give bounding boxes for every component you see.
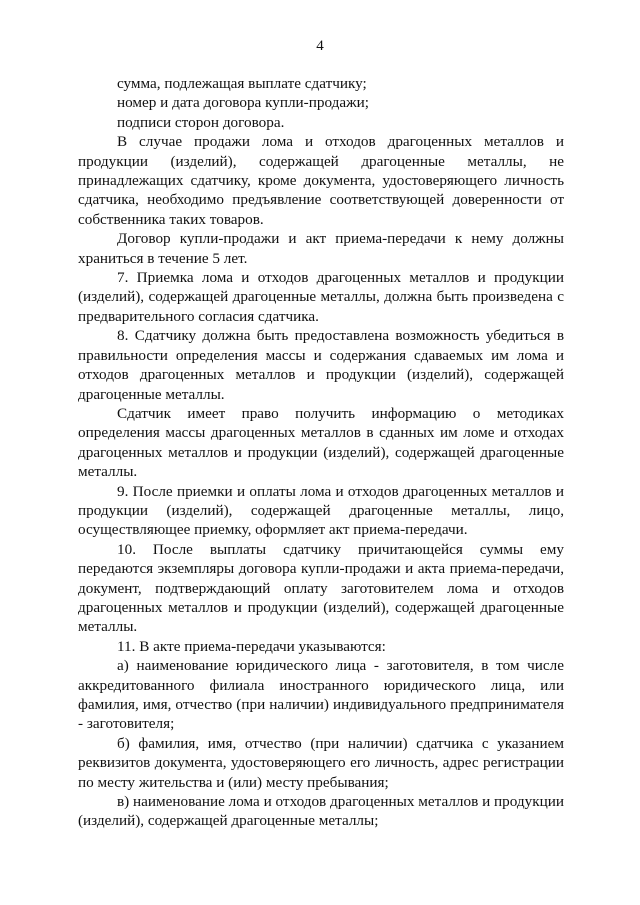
list-item-amount: сумма, подлежащая выплате сдатчику; [117, 75, 367, 92]
paragraph-8: 8. Сдатчику должна быть предоставлена возможность убедиться в правильности определения массы и содержания сдаваемых им лома и отходов драгоценных металлов и продукции (изделий), содержащей драгоценные металлы. [78, 327, 564, 403]
document-body [78, 74, 564, 831]
paragraph-9: 9. После приемки и оплаты лома и отходов драгоценных металлов и продукции (изделий), содержащей драгоценные металлы, лицо, осуществляющее приемку, оформляет акт приема-передачи. [78, 482, 564, 539]
paragraph-right-to-information: Сдатчик имеет право получить информацию о методиках определения массы драгоценных металлов в сданных им ломе и отходах драгоценных металлов и продукции (изделий), содержащей драгоценные металлы. [78, 404, 564, 481]
paragraph-7: 7. Приемка лома и отходов драгоценных металлов и продукции (изделий), содержащей драгоценные металлы, должна быть произведена с предварительного согласия сдатчика. [78, 269, 564, 325]
list-item-signatures: подписи сторон договора. [117, 113, 285, 131]
paragraph-10: 10. После выплаты сдатчику причитающейся суммы ему передаются экземпляры договора купли-продажи и акта приема-передачи, документ, подтверждающий оплату заготовителем лома и отходов драгоценных металлов и продукции (изделий), содержащей драгоценные металлы. [78, 540, 564, 636]
page-number: 4 [316, 38, 324, 54]
list-item-v: в) наименование лома и отходов драгоценных металлов и продукции (изделий), содержащей драгоценные металлы; [78, 793, 564, 830]
list-item-a: а) наименование юридического лица - заготовителя, в том числе аккредитованного филиала иностранного юридического лица, или фамилия, имя, отчество (при наличии) индивидуального предпринимателя - заготовителя; [78, 657, 564, 733]
paragraph-11: 11. В акте приема-передачи указываются: [117, 637, 386, 655]
paragraph-not-owned-goods: В случае продажи лома и отходов драгоценных металлов и продукции (изделий), содержащей драгоценные металлы, не принадлежащих сдатчику, кроме документа, удостоверяющего личность сдатчика, необходимо предъявление соответствующей доверенности от собственника таких товаров. [78, 133, 564, 228]
paragraph-storage-period: Договор купли-продажи и акт приема-передачи к нему должны храниться в течение 5 лет. [78, 230, 564, 267]
list-item-contract-number: номер и дата договора купли-продажи; [117, 94, 369, 112]
list-item-b: б) фамилия, имя, отчество (при наличии) сдатчика с указанием реквизитов документа, удостоверяющего его личность, адрес регистрации по месту жительства и (или) месту пребывания; [78, 734, 564, 791]
